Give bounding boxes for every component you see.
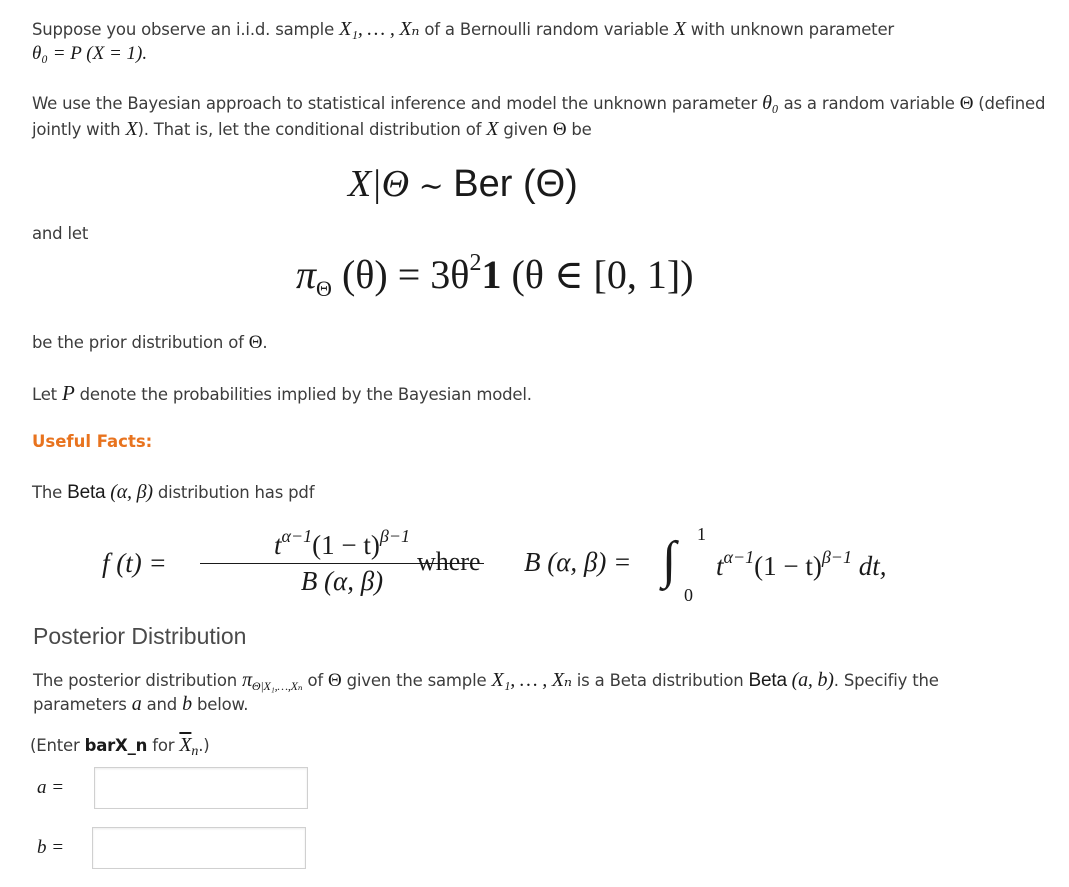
enter-hint: (Enter barX_n for $\overline{X}_n$.) xyxy=(30,734,210,759)
posterior-line-1: The posterior distribution $\pi_{\Theta|X_1,\dots,X_n}$ of Θ given the sample X₁, … , Xₙ is a Beta distribution Beta (a, b). Specifiy the xyxy=(33,669,939,693)
b-input[interactable] xyxy=(92,827,306,869)
integral-lower: 0 xyxy=(684,585,693,605)
and-let-text: and let xyxy=(32,224,89,243)
intro-line-1: Suppose you observe an i.i.d. sample X₁, … , Xₙ of a Bernoulli random variable X with unknown parameter xyxy=(32,18,894,40)
a-input[interactable] xyxy=(94,767,308,809)
where-text: where xyxy=(417,547,481,576)
integral-sign: ∫ xyxy=(662,532,677,589)
bayes-line-1: We use the Bayesian approach to statistical inference and model the unknown parameter θ₀ as a random variable Θ (defined xyxy=(32,92,1046,114)
prior-text: be the prior distribution of Θ. xyxy=(32,332,268,353)
equation-prior: $\pi_\Theta$ $(\theta) = 3\theta^21$ (θ ∈ [0, 1]) xyxy=(296,250,694,301)
intro-line-2: θ₀ = P (X = 1). xyxy=(32,43,148,64)
equation-likelihood: X|Θ ∼ Ber (Θ) xyxy=(348,163,578,205)
b-label: b = xyxy=(37,837,65,858)
beta-pdf-fraction: $\frac{t^{\alpha-1}(1 - t)^{\beta-1}}{B (\alpha, \beta)}$ xyxy=(200,526,484,597)
beta-text: The Beta (α, β) distribution has pdf xyxy=(32,481,315,503)
beta-function-lhs: B (α, β) = xyxy=(524,547,632,577)
bayes-line-2: jointly with X). That is, let the conditional distribution of X given Θ be xyxy=(32,118,592,140)
posterior-line-2: parameters a and b below. xyxy=(33,693,249,715)
let-p-text: Let P denote the probabilities implied by the Bayesian model. xyxy=(32,381,532,405)
integral-upper: 1 xyxy=(697,524,706,544)
a-label: a = xyxy=(37,777,65,798)
posterior-heading: Posterior Distribution xyxy=(33,623,247,649)
useful-facts-heading: Useful Facts: xyxy=(32,432,153,451)
integrand: $t^{\alpha-1}(1 - t)^{\beta-1}$ dt, xyxy=(716,547,887,581)
sample-math: X₁, … , Xₙ xyxy=(339,18,420,40)
